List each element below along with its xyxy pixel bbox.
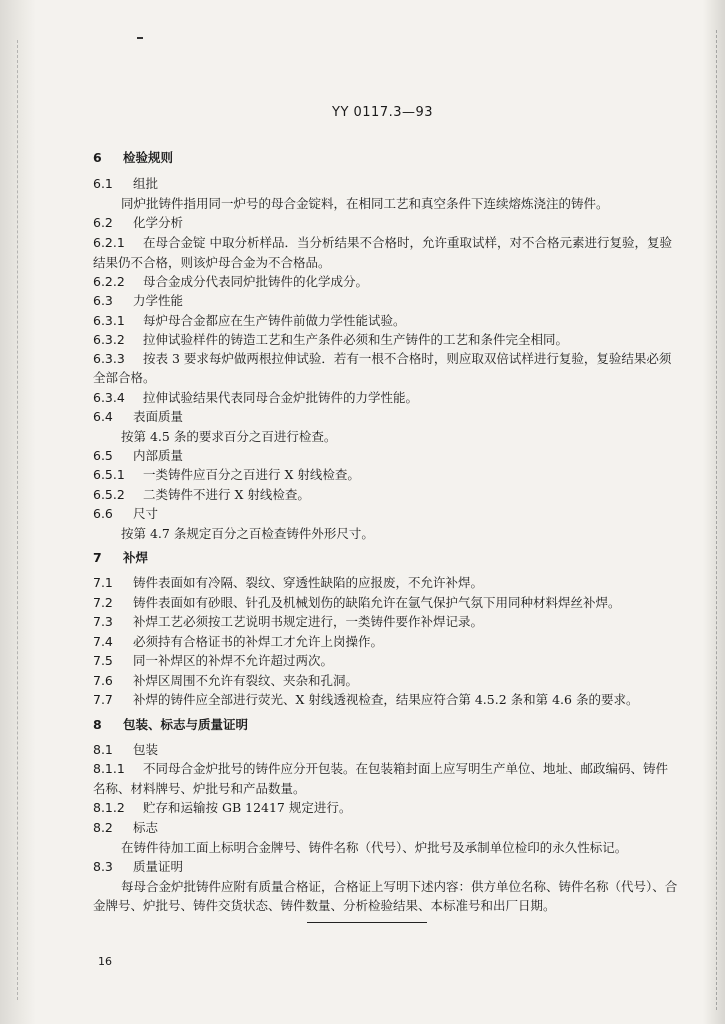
clause-number: 6 [93,150,102,165]
clause-text: 同一补焊区的补焊不允许超过两次。 [133,653,334,668]
clause-number: 6.2.1 [93,235,125,250]
clause-number: 8.1 [93,742,113,757]
clause-number: 8 [93,717,102,732]
clause-line [93,368,156,386]
clause-text: 补焊区周围不允许有裂纹、夹杂和孔洞。 [133,673,359,688]
scan-shadow-right [703,0,725,1024]
clause-text: 拉伸试验样件的铸造工艺和生产条件必须和生产铸件的工艺和条件完全相同。 [143,332,569,347]
clause-line [121,877,677,895]
clause-line [93,671,358,689]
binding-perforation-left [17,40,18,1000]
clause-number: 7.2 [93,595,113,610]
clause-line [93,632,383,650]
clause-text: 尺寸 [133,506,159,521]
clause-line [93,233,672,251]
clause-text: 金牌号、炉批号、铸件交货状态、铸件数量、分析检验结果、本标准号和出厂日期。 [93,898,556,913]
clause-text: 铸件表面如有砂眼、针孔及机械划伤的缺陷允许在氩气保护气氛下用同种材料焊丝补焊。 [133,595,621,610]
clause-number: 7.5 [93,653,113,668]
clause-line [93,272,368,290]
clause-number: 6.6 [93,506,113,521]
clause-text: 补焊 [123,550,149,565]
clause-text: 包装 [133,742,159,757]
clause-text: 每炉母合金都应在生产铸件前做力学性能试验。 [143,313,406,328]
clause-number: 7.3 [93,614,113,629]
clause-text: 结果仍不合格，则该炉母合金为不合格品。 [93,255,331,270]
section-heading [93,715,248,733]
clause-text: 一类铸件应百分之百进行 X 射线检查。 [143,467,360,482]
clause-text: 按第 4.5 条的要求百分之百进行检查。 [121,429,337,444]
clause-number: 7.6 [93,673,113,688]
clause-number: 8.3 [93,859,113,874]
clause-line [93,896,556,914]
clause-line [93,174,158,192]
clause-line [93,311,406,329]
clause-text: 补焊工艺必须按工艺说明书规定进行，一类铸件要作补焊记录。 [133,614,484,629]
clause-line [93,213,183,231]
clause-text: 贮存和运输按 GB 12417 规定进行。 [143,800,352,815]
clause-line [93,253,331,271]
clause-line [93,779,306,797]
clause-number: 6.2 [93,215,113,230]
clause-number: 6.1 [93,176,113,191]
clause-number: 8.1.2 [93,800,125,815]
clause-number: 6.4 [93,409,113,424]
clause-text: 二类铸件不进行 X 射线检查。 [143,487,310,502]
clause-line [93,485,310,503]
clause-line [93,573,483,591]
clause-line [93,330,568,348]
binding-perforation-right [716,30,717,1010]
clause-text: 拉伸试验结果代表同母合金炉批铸件的力学性能。 [143,390,419,405]
clause-text: 内部质量 [133,448,184,463]
clause-text: 标志 [133,820,159,835]
clause-text: 力学性能 [133,293,184,308]
clause-line [121,524,374,542]
section-heading [93,548,148,566]
clause-number: 8.2 [93,820,113,835]
scan-shadow-left [0,0,36,1024]
clause-number: 6.5.1 [93,467,125,482]
clause-text: 全部合格。 [93,370,156,385]
standard-header: YY 0117.3—93 [332,105,434,120]
clause-line [121,427,336,445]
clause-line [93,388,418,406]
clause-line [93,291,183,309]
clause-number: 6.5.2 [93,487,125,502]
scan-speck [137,37,143,39]
clause-line [93,651,333,669]
clause-text: 在母合金锭 中取分析样品．当分析结果不合格时，允许重取试样，对不合格元素进行复验，复验 [143,235,672,250]
clause-line [121,194,609,212]
clause-text: 包装、标志与质量证明 [123,717,249,732]
clause-text: 名称、材料牌号、炉批号和产品数量。 [93,781,306,796]
clause-line [93,446,183,464]
clause-line [93,857,183,875]
clause-text: 同炉批铸件指用同一炉号的母合金锭料，在相同工艺和真空条件下连续熔炼浇注的铸件。 [121,196,609,211]
clause-number: 6.5 [93,448,113,463]
clause-text: 铸件表面如有冷隔、裂纹、穿透性缺陷的应报废，不允许补焊。 [133,575,484,590]
clause-text: 检验规则 [123,150,174,165]
clause-number: 8.1.1 [93,761,125,776]
clause-number: 6.3.2 [93,332,125,347]
clause-line [93,465,360,483]
clause-text: 化学分析 [133,215,184,230]
clause-line [93,690,638,708]
clause-number: 7 [93,550,102,565]
clause-text: 必须持有合格证书的补焊工才允许上岗操作。 [133,634,384,649]
clause-line [93,407,183,425]
clause-number: 6.3 [93,293,113,308]
clause-line [93,593,621,611]
clause-line [93,612,483,630]
clause-text: 不同母合金炉批号的铸件应分开包装。在包装箱封面上应写明生产单位、地址、邮政编码、铸件 [143,761,669,776]
clause-number: 6.3.1 [93,313,125,328]
clause-number: 7.1 [93,575,113,590]
clause-number: 6.3.4 [93,390,125,405]
clause-text: 在铸件待加工面上标明合金牌号、铸件名称（代号）、炉批号及承制单位检印的永久性标记。 [121,840,628,855]
clause-line [93,349,671,367]
clause-number: 6.2.2 [93,274,125,289]
clause-text: 质量证明 [133,859,184,874]
clause-line [93,798,351,816]
page-number: 16 [98,955,112,968]
clause-number: 7.7 [93,692,113,707]
clause-text: 母合金成分代表同炉批铸件的化学成分。 [143,274,369,289]
section-heading [93,148,173,166]
clause-line [121,838,627,856]
clause-number: 6.3.3 [93,351,125,366]
clause-text: 每母合金炉批铸件应附有质量合格证，合格证上写明下述内容：供方单位名称、铸件名称（代号）、合 [121,879,678,894]
clause-text: 按表 3 要求每炉做两根拉伸试验．若有一根不合格时，则应取双倍试样进行复验，复验结果必须 [143,351,672,366]
clause-line [93,504,158,522]
clause-number: 7.4 [93,634,113,649]
clause-line [93,759,668,777]
clause-text: 表面质量 [133,409,184,424]
clause-text: 组批 [133,176,159,191]
clause-text: 补焊的铸件应全部进行荧光、X 射线透视检查，结果应符合第 4.5.2 条和第 4.6 条的要求。 [133,692,639,707]
clause-line [93,740,158,758]
clause-line [93,818,158,836]
end-divider [307,922,427,923]
clause-text: 按第 4.7 条规定百分之百检查铸件外形尺寸。 [121,526,374,541]
